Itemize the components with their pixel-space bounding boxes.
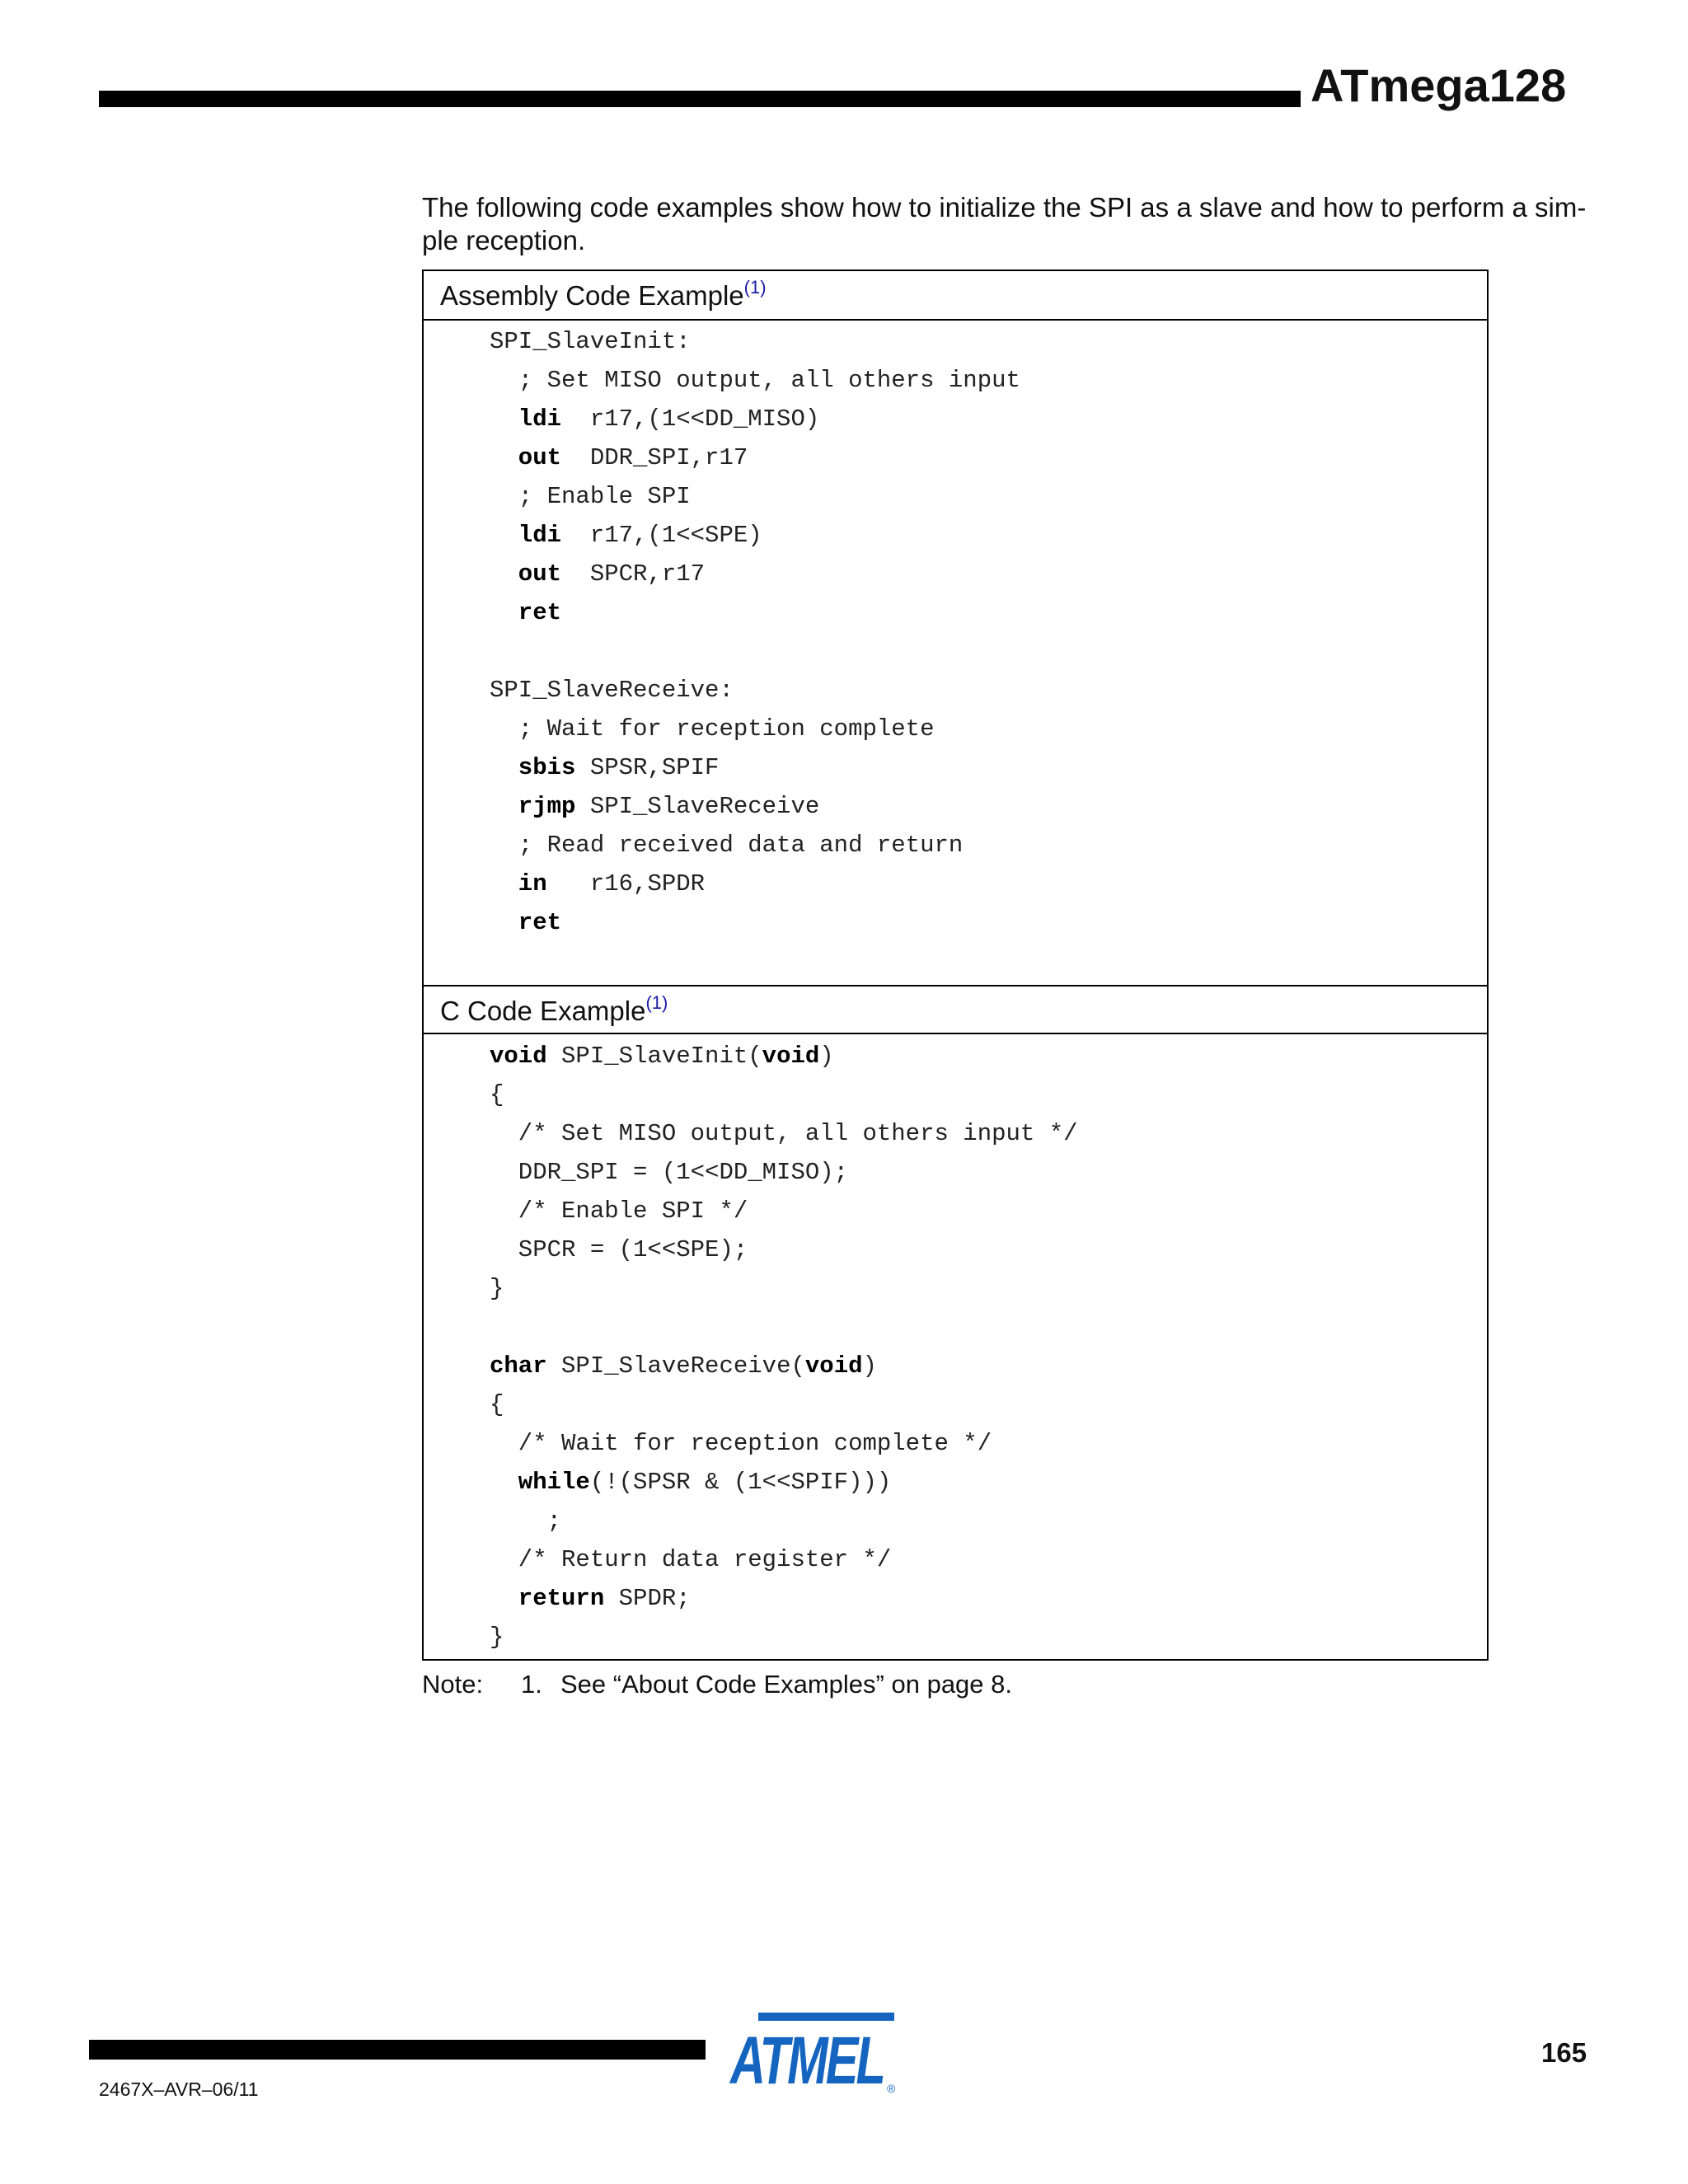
footer-rule — [89, 2040, 706, 2060]
code-keyword: void — [490, 1043, 547, 1070]
code-keyword: char — [490, 1352, 547, 1380]
code-keyword: ldi — [490, 405, 562, 433]
code-keyword: in — [490, 870, 547, 898]
code-text: SPI_SlaveReceive — [575, 793, 820, 820]
code-line — [490, 903, 1020, 942]
code-line — [490, 826, 1020, 865]
footnote-ref[interactable]: (1) — [743, 277, 767, 298]
code-text: ; Read received data and return — [490, 832, 964, 859]
code-text: r17,(1<<SPE) — [561, 522, 762, 549]
code-keyword: ret — [490, 909, 562, 936]
code-keyword: void — [804, 1352, 863, 1380]
footnote — [422, 1668, 1012, 1701]
note-label: Note: — [422, 1670, 484, 1699]
code-text: SPI_SlaveReceive( — [546, 1352, 805, 1380]
code-line — [490, 1269, 1078, 1308]
code-line — [490, 322, 1020, 361]
code-keyword: return — [490, 1585, 605, 1612]
code-text: ; Wait for reception complete — [490, 715, 935, 743]
code-line — [490, 516, 1020, 555]
code-line — [490, 1540, 1078, 1579]
note-number: 1. — [521, 1670, 542, 1699]
code-text: { — [490, 1391, 504, 1418]
code-text: } — [490, 1624, 504, 1651]
code-line — [490, 787, 1020, 826]
code-line — [490, 1114, 1078, 1153]
code-line — [490, 593, 1020, 632]
header-rule — [99, 91, 1301, 107]
code-line — [490, 477, 1020, 516]
page-title: ATmega128 — [1311, 59, 1567, 111]
code-line — [490, 1192, 1078, 1230]
c-code-block — [490, 1037, 1078, 1657]
code-text: /* Return data register */ — [490, 1546, 892, 1573]
intro-paragraph: The following code examples show how to initialize the SPI as a slave and how to perform a sim-ple reception. — [422, 192, 1587, 255]
code-line — [490, 361, 1020, 400]
c-section-header — [424, 985, 1487, 1034]
code-line — [490, 1579, 1078, 1618]
code-keyword: while — [490, 1469, 590, 1496]
code-keyword: out — [490, 560, 562, 588]
assembly-code-block — [490, 322, 1020, 942]
code-line — [490, 1618, 1078, 1657]
code-keyword: void — [762, 1043, 820, 1070]
code-text: } — [490, 1275, 504, 1302]
code-text: ) — [862, 1352, 877, 1380]
code-line — [490, 1385, 1078, 1424]
assembly-section-label: Assembly Code Example — [440, 280, 744, 311]
assembly-section-header — [424, 271, 1487, 321]
code-keyword: out — [490, 444, 562, 471]
code-line — [490, 1424, 1078, 1463]
code-text: SPCR,r17 — [561, 560, 706, 588]
code-keyword: rjmp — [490, 793, 576, 820]
code-text: ) — [819, 1043, 834, 1070]
code-keyword: sbis — [490, 754, 576, 781]
code-line — [490, 1502, 1078, 1540]
code-line — [490, 438, 1020, 477]
code-text: SPDR; — [604, 1585, 691, 1612]
code-line — [490, 1153, 1078, 1192]
code-text: (!(SPSR & (1<<SPIF))) — [589, 1469, 892, 1496]
code-text: ; Set MISO output, all others input — [490, 367, 1020, 394]
footnote-ref[interactable]: (1) — [645, 992, 668, 1013]
c-section-label: C Code Example — [440, 996, 646, 1026]
code-text: r17,(1<<DD_MISO) — [561, 405, 820, 433]
note-text: See “About Code Examples” on page 8. — [560, 1670, 1013, 1699]
code-text: { — [490, 1081, 504, 1108]
registered-mark: ® — [887, 2082, 896, 2093]
code-text: SPI_SlaveReceive: — [490, 677, 734, 704]
logo-wordmark: ATMEL — [729, 2023, 884, 2093]
code-text: SPCR = (1<<SPE); — [490, 1236, 748, 1263]
code-line — [490, 865, 1020, 903]
code-line — [490, 1076, 1078, 1114]
code-line — [490, 1347, 1078, 1385]
code-text: r16,SPDR — [546, 870, 706, 898]
code-line — [490, 632, 1020, 671]
code-text: SPI_SlaveInit( — [546, 1043, 762, 1070]
code-line — [490, 1037, 1078, 1076]
code-line — [490, 400, 1020, 438]
code-line — [490, 710, 1020, 748]
code-line — [490, 1308, 1078, 1347]
code-keyword: ret — [490, 599, 562, 626]
code-line — [490, 671, 1020, 710]
code-text: SPSR,SPIF — [575, 754, 720, 781]
atmel-logo — [725, 2011, 898, 2093]
code-text: /* Wait for reception complete */ — [490, 1430, 992, 1457]
code-line — [490, 748, 1020, 787]
code-text: ; — [490, 1507, 562, 1535]
code-text: /* Set MISO output, all others input */ — [490, 1120, 1078, 1147]
code-keyword: ldi — [490, 522, 562, 549]
code-line — [490, 1230, 1078, 1269]
code-text: /* Enable SPI */ — [490, 1197, 748, 1225]
code-examples-table — [422, 269, 1489, 1661]
code-text: SPI_SlaveInit: — [490, 328, 691, 355]
page-number: 165 — [1541, 2037, 1587, 2068]
code-text: DDR_SPI,r17 — [561, 444, 748, 471]
code-line — [490, 1463, 1078, 1502]
document-code: 2467X–AVR–06/11 — [99, 2079, 259, 2100]
code-text: DDR_SPI = (1<<DD_MISO); — [490, 1159, 849, 1186]
code-text: ; Enable SPI — [490, 483, 691, 510]
code-line — [490, 555, 1020, 593]
